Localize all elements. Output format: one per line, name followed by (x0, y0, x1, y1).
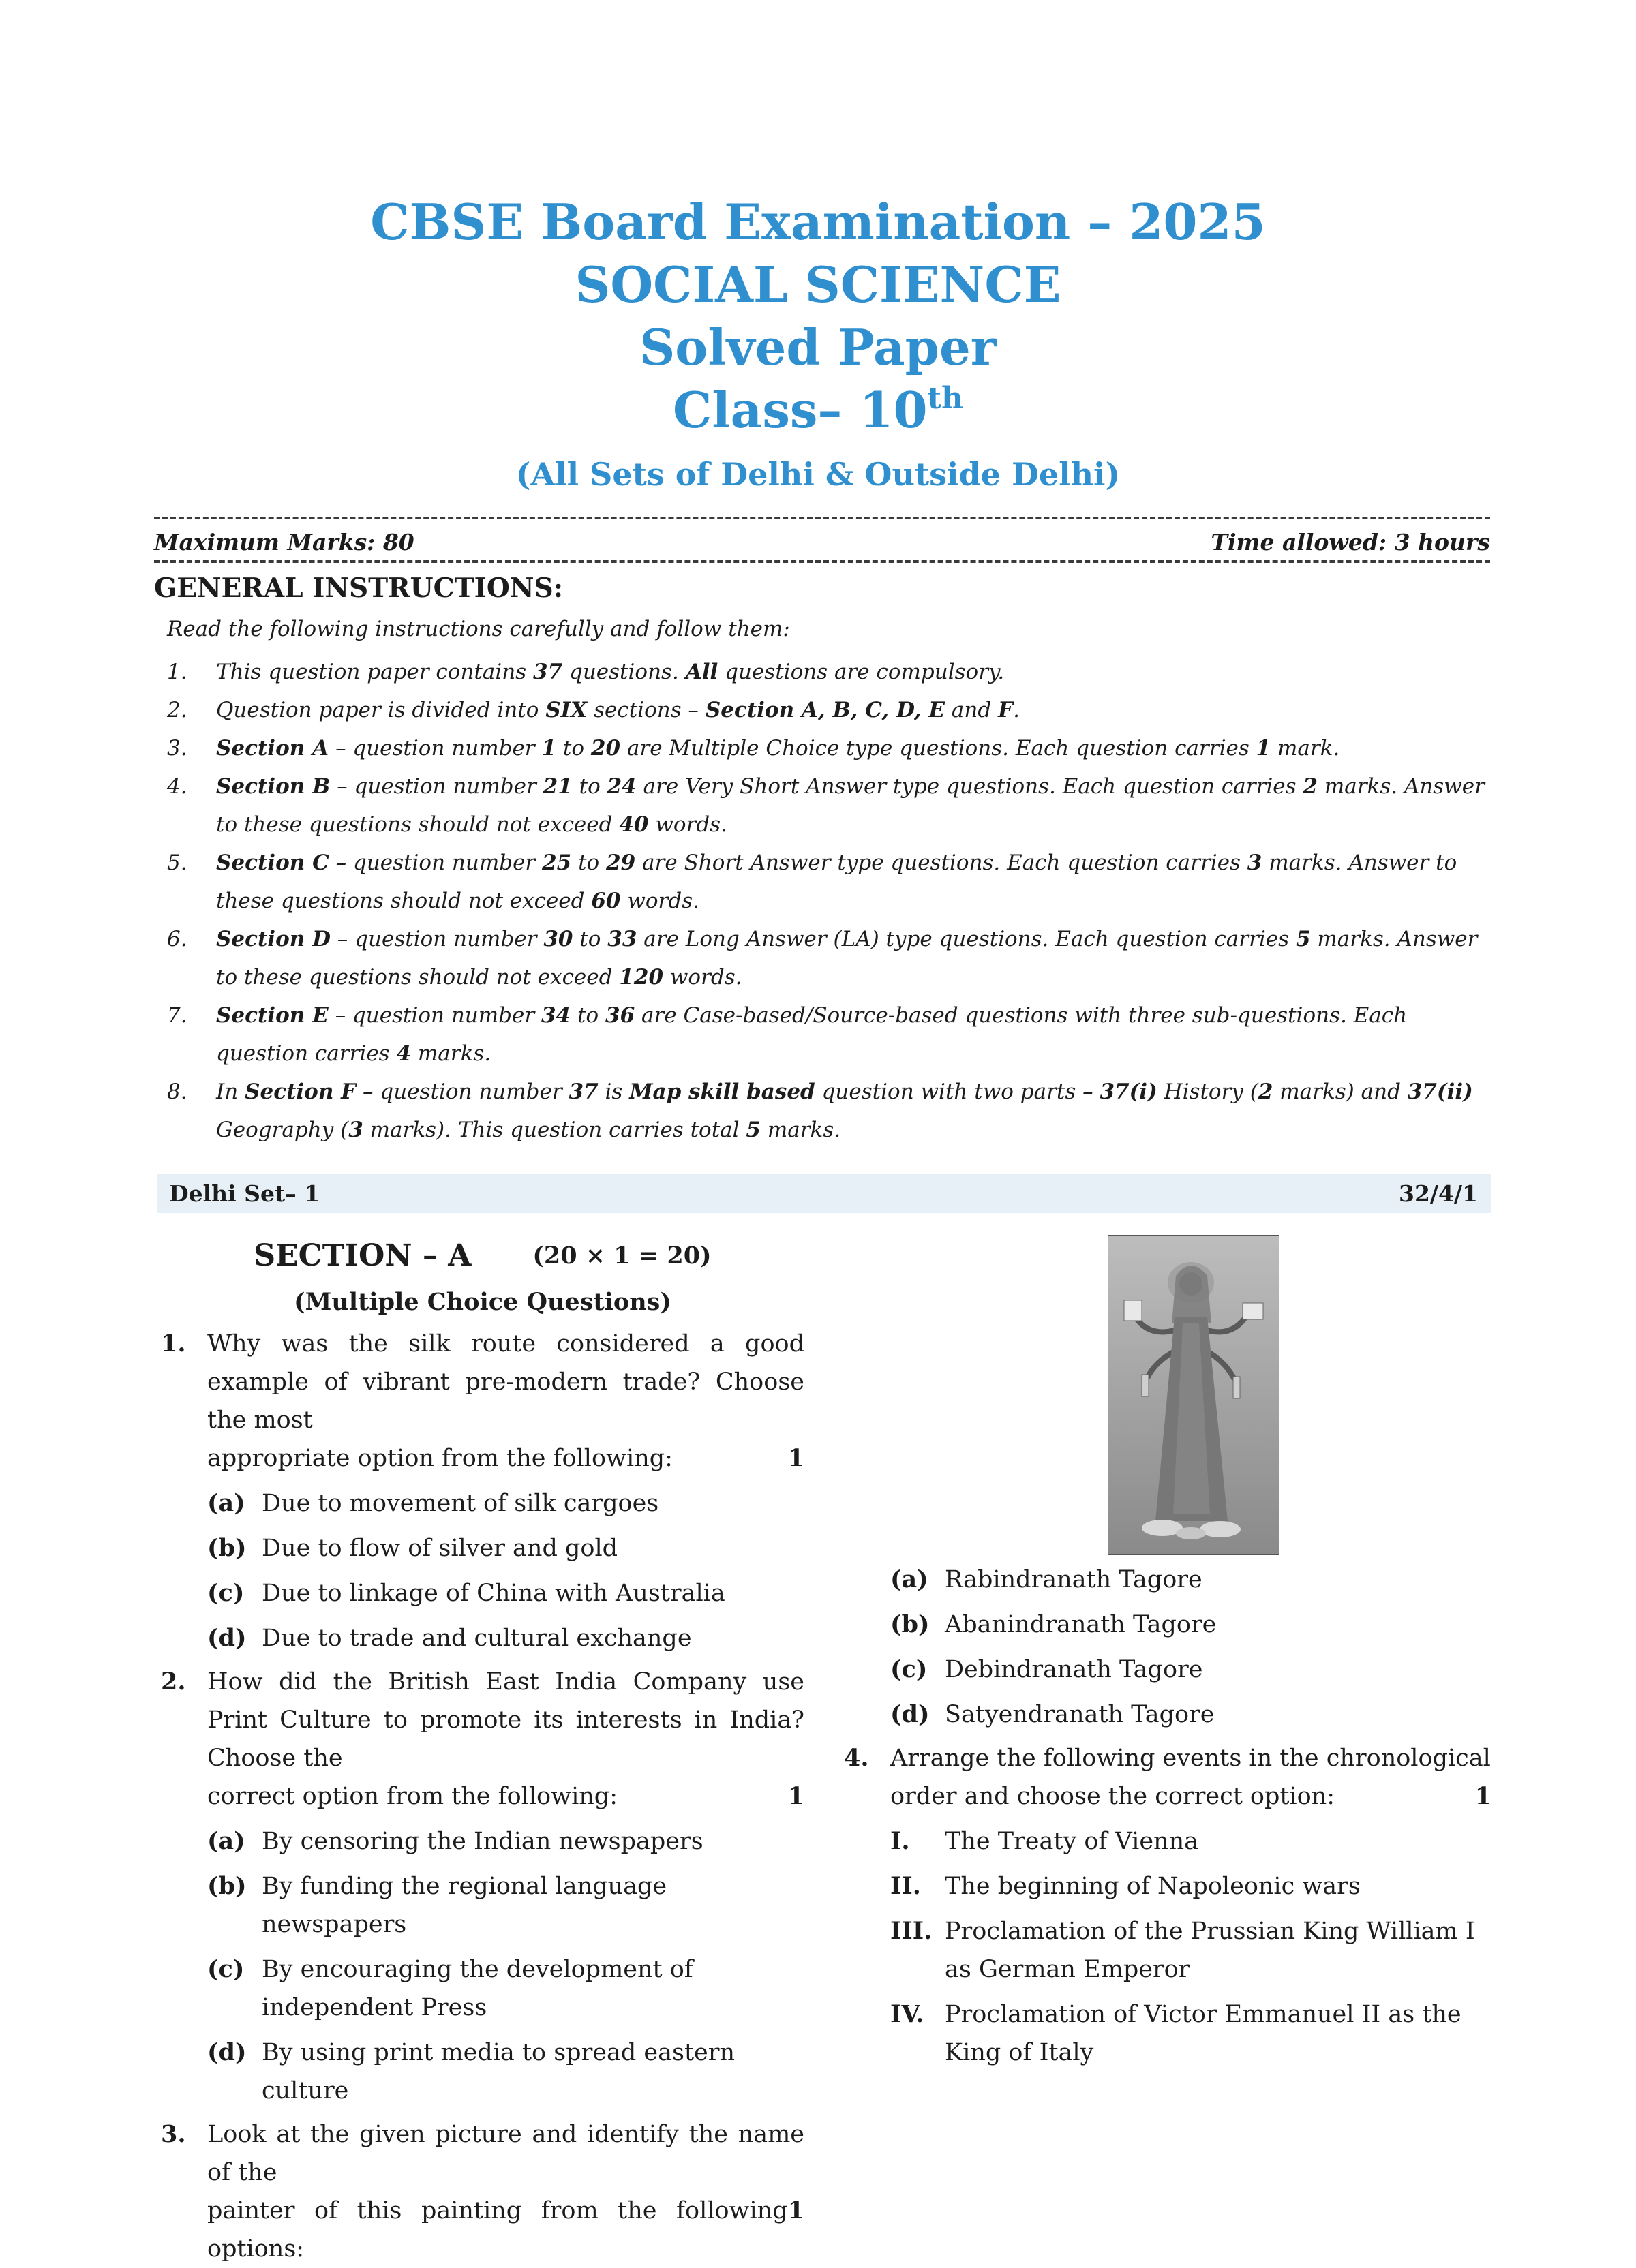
option-text: Due to trade and cultural exchange (262, 1625, 692, 1652)
option-item (207, 1574, 804, 1612)
option-item (207, 1950, 804, 2027)
instruction-number: 6. (167, 927, 187, 951)
option-label: (b) (207, 1534, 247, 1562)
question-mark: 1 (1474, 1782, 1491, 1810)
option-item (207, 1867, 804, 1944)
section-a-header (161, 1232, 804, 1280)
question-3 (161, 2115, 804, 2268)
instruction-text: Section B – question number 21 to 24 are Very Short Answer type questions. Each question carries 2 marks. Answer to these questions should not exceed 40 words. (216, 774, 1485, 837)
question-3-options (844, 1561, 1491, 1734)
question-2 (161, 1663, 804, 1815)
set-code: 32/4/1 (1399, 1180, 1478, 1207)
option-label: (a) (890, 1565, 928, 1593)
question-mark: 1 (787, 1444, 804, 1472)
option-text: Abanindranath Tagore (945, 1611, 1217, 1638)
marks-row (154, 529, 1490, 555)
instruction-text: Section C – question number 25 to 29 are Short Answer type questions. Each question carries 3 marks. Answer to these questions should not exceed 60 words. (216, 850, 1457, 913)
divider-bottom (154, 560, 1490, 563)
instruction-item (167, 844, 1493, 920)
instructions-heading: GENERAL INSTRUCTIONS: (154, 572, 564, 604)
option-text: By censoring the Indian newspapers (262, 1828, 703, 1855)
set-label: Delhi Set– 1 (169, 1180, 320, 1207)
instructions-list (167, 653, 1493, 1149)
question-text-last: correct option from the following: (207, 1783, 618, 1810)
option-label: (d) (207, 1624, 247, 1652)
question-4-events (844, 1822, 1491, 2072)
option-text: By encouraging the development of independent Press (262, 1956, 693, 2021)
exam-title: CBSE Board Examination – 2025 (370, 193, 1266, 251)
option-text: Rabindranath Tagore (945, 1566, 1202, 1593)
option-label: II. (890, 1872, 921, 1900)
option-text: The Treaty of Vienna (945, 1828, 1199, 1855)
instruction-number: 1. (167, 660, 187, 684)
option-text: Proclamation of Victor Emmanuel II as the King of Italy (945, 2001, 1461, 2066)
instruction-item (167, 767, 1493, 844)
option-item (890, 1912, 1491, 1989)
option-text: Due to movement of silk cargoes (262, 1490, 659, 1517)
max-marks: Maximum Marks: 80 (154, 529, 414, 555)
question-mark: 1 (787, 2196, 804, 2224)
option-item (890, 1651, 1491, 1689)
question-1 (161, 1325, 804, 1477)
instruction-number: 2. (167, 698, 187, 722)
option-label: (a) (207, 1489, 245, 1517)
option-item (890, 1995, 1491, 2072)
option-label: (c) (207, 1579, 245, 1607)
instruction-text: This question paper contains 37 questions. All questions are compulsory. (216, 660, 1005, 684)
option-label: (c) (890, 1655, 928, 1683)
option-text: The beginning of Napoleonic wars (945, 1873, 1361, 1900)
option-label: (a) (207, 1827, 245, 1855)
option-text: By using print media to spread eastern culture (262, 2039, 736, 2104)
option-item (890, 1561, 1491, 1599)
instruction-number: 7. (167, 1003, 187, 1028)
question-text-last: appropriate option from the following: (207, 1445, 673, 1472)
option-item (207, 1822, 804, 1860)
option-item (207, 1484, 804, 1522)
option-item (890, 1696, 1491, 1734)
option-text: Satyendranath Tagore (945, 1701, 1215, 1728)
instruction-text: Section E – question number 34 to 36 are Case-based/Source-based questions with three sub-questions. Each question carries 4 marks. (216, 1003, 1408, 1066)
question-text: Look at the given picture and identify the name of the (207, 2121, 804, 2186)
question-4 (844, 1739, 1491, 1815)
section-title: SECTION – A (254, 1238, 472, 1273)
class-title: Class– 10th (673, 381, 963, 439)
section-marks: (20 × 1 = 20) (532, 1242, 712, 1270)
question-text-last: order and choose the correct option: (890, 1783, 1335, 1810)
question-mark: 1 (787, 1782, 804, 1810)
option-label: III. (890, 1917, 933, 1945)
option-text: By funding the regional language newspapers (262, 1873, 667, 1938)
instruction-text: In Section F – question number 37 is Map skill based question with two parts – 37(i) History (2 marks) and 37(ii) Geography (3 marks). This question carries total 5 marks. (216, 1079, 1473, 1142)
instruction-item (167, 653, 1493, 691)
option-label: (b) (890, 1610, 930, 1638)
instruction-text: Section A – question number 1 to 20 are Multiple Choice type questions. Each question carries 1 mark. (216, 736, 1340, 761)
instruction-item (167, 920, 1493, 996)
sets-subtitle: (All Sets of Delhi & Outside Delhi) (515, 456, 1121, 493)
option-text: Debindranath Tagore (945, 1656, 1203, 1683)
question-text-last: painter of this painting from the following options: (207, 2197, 788, 2263)
title-block (0, 191, 1636, 495)
question-number: 1. (161, 1330, 186, 1358)
option-item (890, 1822, 1491, 1860)
instruction-item (167, 729, 1493, 767)
option-item (207, 1529, 804, 1567)
option-label: (d) (890, 1700, 930, 1728)
question-number: 2. (161, 1668, 186, 1696)
time-allowed: Time allowed: 3 hours (1211, 529, 1490, 555)
option-label: (c) (207, 1955, 245, 1983)
bharat-mata-painting (1108, 1235, 1279, 1555)
option-item (890, 1867, 1491, 1905)
right-column (844, 1554, 1491, 2072)
instruction-text: Question paper is divided into SIX sections – Section A, B, C, D, E and F. (216, 698, 1020, 722)
option-item (207, 1619, 804, 1657)
option-label: (d) (207, 2038, 247, 2066)
question-text: Why was the silk route considered a good example of vibrant pre-modern trade? Choose the most (207, 1330, 804, 1434)
option-item (207, 2034, 804, 2110)
option-label: I. (890, 1827, 910, 1855)
instruction-text: Section D – question number 30 to 33 are Long Answer (LA) type questions. Each question carries 5 marks. Answer to these questions should not exceed 120 words. (216, 927, 1478, 990)
option-text: Proclamation of the Prussian King William I as German Emperor (945, 1918, 1475, 1983)
question-number: 4. (844, 1744, 869, 1772)
paper-type: Solved Paper (639, 318, 997, 376)
question-text: How did the British East India Company use Print Culture to promote its interests in India? Choose the (207, 1668, 804, 1772)
instruction-number: 3. (167, 736, 187, 761)
option-text: Due to linkage of China with Australia (262, 1580, 725, 1607)
painting-image (1108, 1235, 1279, 1555)
question-2-options (161, 1822, 804, 2110)
instruction-item (167, 1073, 1493, 1149)
instruction-item (167, 691, 1493, 729)
divider-top (154, 517, 1490, 519)
question-1-options (161, 1484, 804, 1657)
option-label: IV. (890, 2000, 924, 2028)
instruction-number: 4. (167, 774, 187, 799)
instructions-intro: Read the following instructions carefully and follow them: (167, 617, 790, 641)
left-column (161, 1232, 804, 2268)
option-item (890, 1606, 1491, 1644)
question-number: 3. (161, 2120, 186, 2148)
instruction-item (167, 996, 1493, 1073)
subject-title: SOCIAL SCIENCE (575, 256, 1061, 313)
instruction-number: 5. (167, 850, 187, 875)
question-text: Arrange the following events in the chronological (890, 1745, 1491, 1772)
option-text: Due to flow of silver and gold (262, 1535, 618, 1562)
set-bar (157, 1174, 1491, 1213)
instruction-number: 8. (167, 1079, 187, 1104)
section-subtitle: (Multiple Choice Questions) (294, 1288, 671, 1316)
option-label: (b) (207, 1872, 247, 1900)
